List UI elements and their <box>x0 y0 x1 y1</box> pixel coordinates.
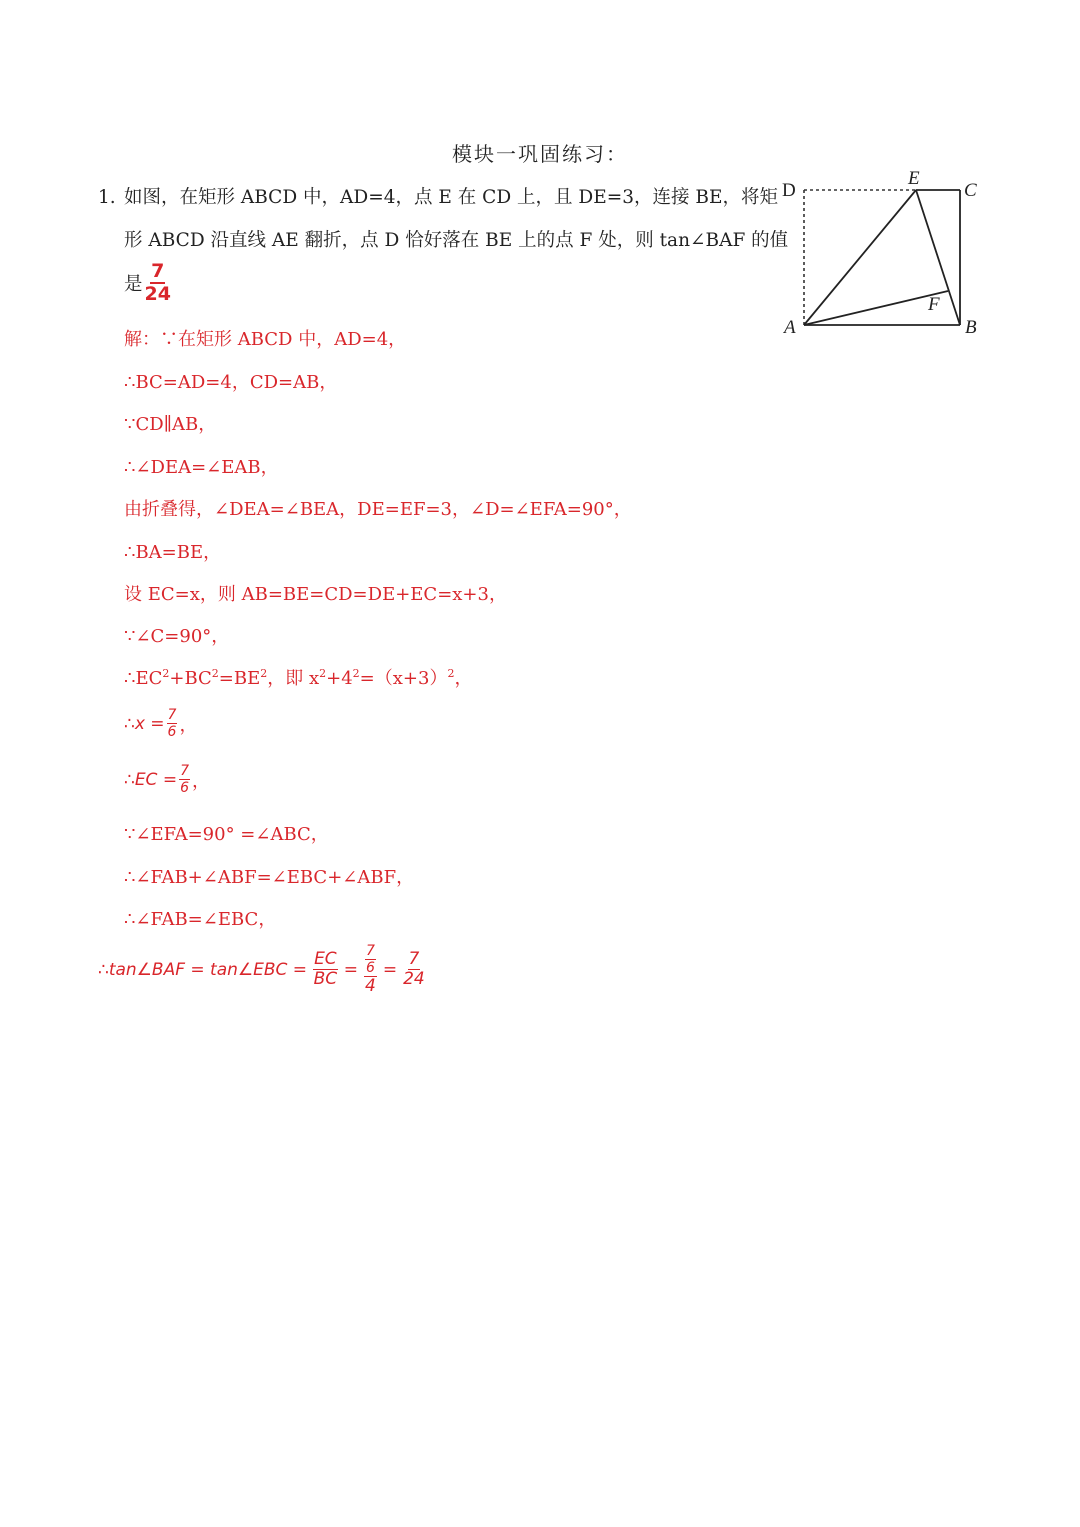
eq10-prefix: ∴x = <box>124 713 165 734</box>
question-number: 1. <box>98 187 116 208</box>
eq15-equals-1: = <box>343 959 358 980</box>
solution-line-7: 设 EC=x，则 AB=BE=CD=DE+EC=x+3， <box>124 584 507 605</box>
solution-line-2: ∴BC=AD=4，CD=AB， <box>124 372 338 393</box>
eq15-f2-inner-numerator: 7 <box>365 943 375 959</box>
eq15-f3-numerator: 7 <box>408 949 420 969</box>
solution-line-15 <box>98 944 427 995</box>
eq10-denominator: 6 <box>167 724 177 740</box>
eq11-denominator: 6 <box>180 780 189 796</box>
eq9-sup-1: 2 <box>162 667 170 680</box>
label-c: C <box>964 180 977 201</box>
answer-fraction <box>145 262 171 304</box>
eq11-prefix: ∴EC = <box>124 769 178 790</box>
eq9-sup-4: 2 <box>319 667 327 680</box>
eq9-sup-5: 2 <box>352 667 360 680</box>
eq9-part-d: ，即 x <box>267 668 320 689</box>
label-f: F <box>928 294 940 315</box>
eq9-sup-6: 2 <box>447 667 455 680</box>
question-text-3: 是 <box>124 274 143 295</box>
solution-line-11 <box>124 764 210 795</box>
eq9-part-e: +4 <box>326 668 353 689</box>
eq15-equals-2: = <box>382 959 398 980</box>
solution-line-12: ∵∠EFA=90° =∠ABC， <box>124 824 329 845</box>
answer-denominator: 24 <box>144 283 171 305</box>
question-text-1: 如图，在矩形 ABCD 中，AD=4，点 E 在 CD 上，且 DE=3，连接 BE，将矩 <box>124 187 778 208</box>
label-a: A <box>784 317 796 338</box>
solution-line-14: ∴∠FAB=∠EBC， <box>124 909 277 930</box>
eq11-numerator: 7 <box>180 763 189 779</box>
label-d: D <box>782 180 796 201</box>
question-line-2: 形 ABCD 沿直线 AE 翻折，点 D 恰好落在 BE 上的点 F 处，则 tan∠BAF 的值 <box>124 230 789 251</box>
solution-line-1: 解：∵在矩形 ABCD 中，AD=4， <box>124 329 407 350</box>
eq10-fraction <box>167 708 178 739</box>
solution-line-8: ∵∠C=90°， <box>124 626 230 647</box>
eq15-f2-numerator <box>364 944 377 977</box>
eq15-f2-inner-fraction <box>365 944 376 975</box>
eq9-part-a: ∴EC <box>124 668 163 689</box>
solution-line-3: ∵CD∥AB， <box>124 414 217 435</box>
label-b: B <box>965 317 977 338</box>
solution-line-13: ∴∠FAB+∠ABF=∠EBC+∠ABF， <box>124 867 415 888</box>
eq15-f1-numerator: EC <box>314 949 337 969</box>
eq11-fraction <box>179 764 190 795</box>
eq11-suffix: ， <box>192 770 210 792</box>
segment-af <box>804 291 948 325</box>
eq15-f3-denominator: 24 <box>403 969 425 989</box>
eq9-part-g: ， <box>454 668 473 689</box>
eq15-fraction-2 <box>364 944 377 995</box>
eq15-f2-inner-denominator: 6 <box>365 960 375 976</box>
eq15-fraction-3 <box>403 951 425 988</box>
answer-numerator: 7 <box>151 260 165 282</box>
eq9-part-b: +BC <box>169 668 212 689</box>
label-e: E <box>908 168 920 189</box>
eq10-suffix: ， <box>179 714 198 736</box>
solution-line-6: ∴BA=BE， <box>124 542 222 563</box>
eq9-part-c: =BE <box>218 668 261 689</box>
eq9-sup-2: 2 <box>211 667 219 680</box>
solution-line-10 <box>124 708 197 739</box>
solution-line-9 <box>124 664 472 690</box>
page-title: 模块一巩固练习： <box>452 142 628 166</box>
solution-line-4: ∴∠DEA=∠EAB， <box>124 457 279 478</box>
eq15-f1-denominator: BC <box>313 969 338 989</box>
eq10-numerator: 7 <box>167 707 177 723</box>
solution-line-5: 由折叠得，∠DEA=∠BEA，DE=EF=3，∠D=∠EFA=90°， <box>124 499 632 520</box>
eq15-fraction-1 <box>313 951 338 988</box>
eq15-prefix: ∴tan∠BAF = tan∠EBC = <box>98 959 308 980</box>
question-line-3 <box>124 262 173 304</box>
segment-ae <box>804 190 916 325</box>
geometry-figure <box>778 166 988 341</box>
eq9-part-f: =（x+3） <box>359 668 448 689</box>
eq15-f2-denominator: 4 <box>364 976 376 996</box>
question-line-1 <box>98 183 778 209</box>
eq9-sup-3: 2 <box>260 667 268 680</box>
